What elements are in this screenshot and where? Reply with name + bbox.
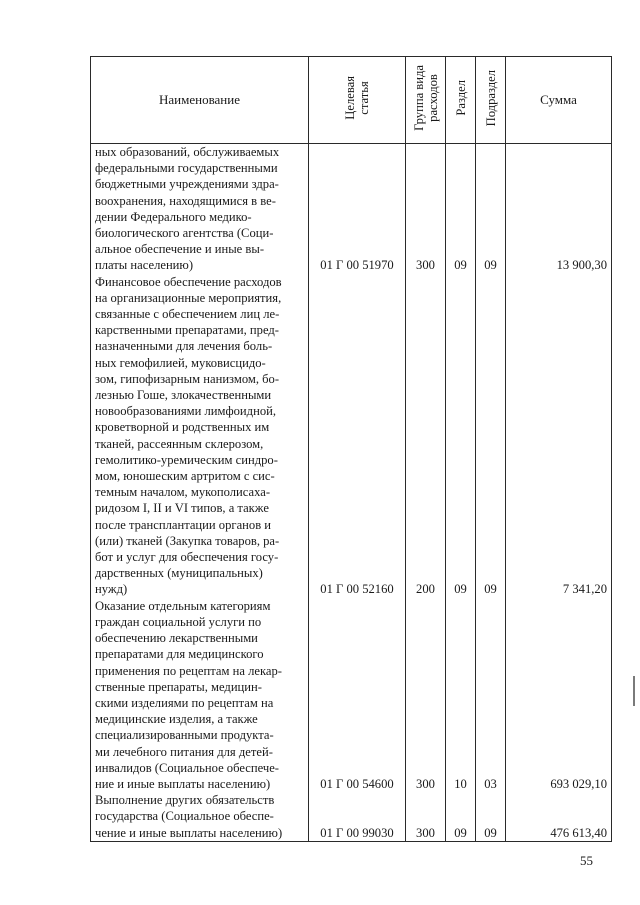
row-name-text bbox=[95, 274, 304, 598]
row-name-line: (или) тканей (Закупка товаров, ра- bbox=[95, 533, 280, 548]
row-target-article: 01 Г 00 54600 bbox=[309, 598, 406, 792]
row-name-line: применения по рецептам на лекар- bbox=[95, 663, 282, 678]
header-target-article-label: Целевая статья bbox=[343, 76, 371, 120]
row-expense-group: 200 bbox=[406, 274, 446, 598]
row-subsection: 09 bbox=[476, 274, 506, 598]
row-name-text bbox=[95, 792, 304, 841]
row-expense-group: 300 bbox=[406, 144, 446, 274]
row-name-cell bbox=[91, 144, 309, 274]
header-subsection bbox=[476, 57, 506, 144]
page-number: 55 bbox=[580, 853, 593, 868]
row-name-text bbox=[95, 144, 304, 274]
row-sum: 13 900,30 bbox=[506, 144, 612, 274]
row-name-line: альное обеспечение и иные вы- bbox=[95, 242, 265, 257]
table-row bbox=[91, 598, 612, 792]
row-name-line: нужд) bbox=[95, 582, 128, 597]
row-name-line: граждан социальной услуги по bbox=[95, 614, 262, 629]
row-name-line: биологического агентства (Соци- bbox=[95, 226, 274, 241]
row-target-article: 01 Г 00 99030 bbox=[309, 792, 406, 841]
row-sum: 476 613,40 bbox=[506, 792, 612, 841]
row-name-line: кроветворной и родственных им bbox=[95, 420, 270, 435]
row-name-line: мом, юношеским артритом с сис- bbox=[95, 469, 275, 484]
row-name-line: тканей, рассеянным склерозом, bbox=[95, 436, 264, 451]
row-name-line: государства (Социальное обеспе- bbox=[95, 809, 274, 824]
row-name-line: зом, гипофизарным нанизмом, бо- bbox=[95, 371, 280, 386]
row-name-cell bbox=[91, 598, 309, 792]
table-row bbox=[91, 144, 612, 274]
row-section: 09 bbox=[446, 792, 476, 841]
row-name-line: карственными препаратами, пред- bbox=[95, 323, 279, 338]
row-name-line: новообразованиями лимфоидной, bbox=[95, 404, 277, 419]
row-name-line: федеральными государственными bbox=[95, 161, 278, 176]
row-name-line: Оказание отдельным категориям bbox=[95, 598, 271, 613]
row-name-cell bbox=[91, 792, 309, 841]
row-name-line: препаратами для медицинского bbox=[95, 647, 264, 662]
header-section-label: Раздел bbox=[453, 80, 468, 116]
row-name-line: чение и иные выплаты населению) bbox=[95, 825, 283, 840]
row-name-line: ние и иные выплаты населению) bbox=[95, 776, 271, 791]
row-name-line: на организационные мероприятия, bbox=[95, 290, 282, 305]
row-sum: 7 341,20 bbox=[506, 274, 612, 598]
row-name-cell bbox=[91, 274, 309, 598]
row-name-line: связанные с обеспечением лиц ле- bbox=[95, 307, 280, 322]
header-expense-group-label: Группа вида расходов bbox=[411, 64, 440, 131]
row-name-line: ми лечебного питания для детей- bbox=[95, 744, 273, 759]
row-section: 09 bbox=[446, 144, 476, 274]
row-name-line: скими изделиями по рецептам на bbox=[95, 695, 274, 710]
row-name-line: темным началом, мукополисаха- bbox=[95, 485, 271, 500]
row-name-line: ных образований, обслуживаемых bbox=[95, 145, 280, 159]
row-target-article: 01 Г 00 52160 bbox=[309, 274, 406, 598]
budget-allocation-table bbox=[90, 56, 612, 842]
row-name-line: ридозом I, II и VI типов, а также bbox=[95, 501, 269, 516]
row-name-line: дении Федерального медико- bbox=[95, 209, 252, 224]
row-subsection: 09 bbox=[476, 144, 506, 274]
row-name-line: специализированными продукта- bbox=[95, 728, 274, 743]
row-name-line: бюджетными учреждениями здра- bbox=[95, 177, 279, 192]
row-subsection: 09 bbox=[476, 792, 506, 841]
row-target-article: 01 Г 00 51970 bbox=[309, 144, 406, 274]
table-row bbox=[91, 274, 612, 598]
row-name-line: бот и услуг для обеспечения госу- bbox=[95, 550, 279, 565]
row-name-line: после трансплантации органов и bbox=[95, 517, 272, 532]
row-name-line: воохранения, находящимися в ве- bbox=[95, 193, 276, 208]
header-sum bbox=[506, 57, 612, 144]
header-sum-label: Сумма bbox=[540, 91, 577, 107]
row-name-line: дарственных (муниципальных) bbox=[95, 566, 263, 581]
row-name-line: медицинские изделия, а также bbox=[95, 712, 258, 727]
scan-artifact bbox=[633, 676, 635, 706]
row-expense-group: 300 bbox=[406, 598, 446, 792]
header-expense-group bbox=[406, 57, 446, 144]
header-section bbox=[446, 57, 476, 144]
row-name-line: инвалидов (Социальное обеспече- bbox=[95, 760, 279, 775]
header-target-article bbox=[309, 57, 406, 144]
row-name-line: назначенными для лечения боль- bbox=[95, 339, 273, 354]
row-expense-group: 300 bbox=[406, 792, 446, 841]
header-subsection-label: Подраздел bbox=[483, 69, 498, 127]
row-name-text bbox=[95, 598, 304, 792]
row-section: 10 bbox=[446, 598, 476, 792]
row-name-line: Выполнение других обязательств bbox=[95, 793, 275, 808]
row-subsection: 03 bbox=[476, 598, 506, 792]
table-row bbox=[91, 792, 612, 841]
row-name-line: обеспечению лекарственными bbox=[95, 631, 258, 646]
row-sum: 693 029,10 bbox=[506, 598, 612, 792]
row-name-line: гемолитико-уремическим синдро- bbox=[95, 452, 278, 467]
row-name-line: ных гемофилией, муковисцидо- bbox=[95, 355, 266, 370]
table-header-row bbox=[91, 57, 612, 144]
header-name-label: Наименование bbox=[159, 91, 240, 107]
row-name-line: лезнью Гоше, злокачественными bbox=[95, 388, 272, 403]
header-name bbox=[91, 57, 309, 144]
row-name-line: Финансовое обеспечение расходов bbox=[95, 274, 282, 289]
row-name-line: ственные препараты, медицин- bbox=[95, 679, 262, 694]
row-section: 09 bbox=[446, 274, 476, 598]
row-name-line: платы населению) bbox=[95, 258, 194, 273]
